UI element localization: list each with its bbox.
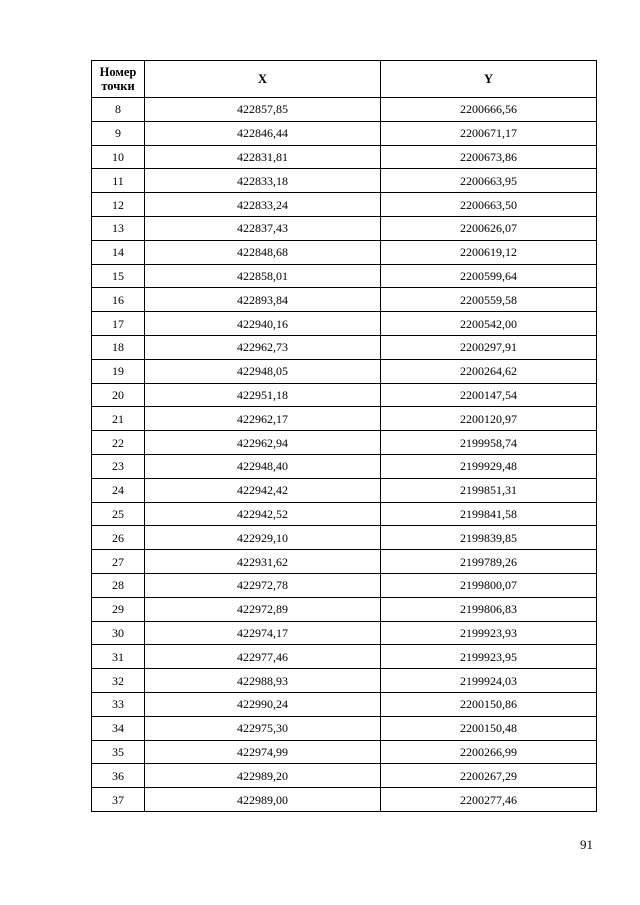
cell-y: 2200673,86 [381, 145, 597, 169]
table-row [92, 621, 597, 645]
table-row [92, 264, 597, 288]
table-row [92, 216, 597, 240]
cell-y: 2199929,48 [381, 454, 597, 478]
cell-x: 422942,52 [145, 502, 381, 526]
cell-x: 422974,17 [145, 621, 381, 645]
table-row [92, 288, 597, 312]
cell-x: 422975,30 [145, 716, 381, 740]
table-row [92, 478, 597, 502]
table-header [92, 61, 597, 98]
header-y: Y [381, 61, 597, 98]
cell-x: 422931,62 [145, 550, 381, 574]
table-row [92, 240, 597, 264]
cell-x: 422929,10 [145, 526, 381, 550]
cell-x: 422989,00 [145, 788, 381, 812]
table-row [92, 550, 597, 574]
cell-x: 422940,16 [145, 312, 381, 336]
table-row [92, 669, 597, 693]
table-row [92, 145, 597, 169]
table-row [92, 312, 597, 336]
table-row [92, 645, 597, 669]
cell-point-number: 14 [92, 240, 145, 264]
cell-point-number: 32 [92, 669, 145, 693]
cell-y: 2200150,48 [381, 716, 597, 740]
cell-y: 2199839,85 [381, 526, 597, 550]
cell-point-number: 34 [92, 716, 145, 740]
cell-point-number: 28 [92, 573, 145, 597]
cell-x: 422990,24 [145, 692, 381, 716]
cell-y: 2200559,58 [381, 288, 597, 312]
cell-x: 422857,85 [145, 98, 381, 122]
table-row [92, 121, 597, 145]
cell-y: 2200277,46 [381, 788, 597, 812]
table-row [92, 788, 597, 812]
table-row [92, 407, 597, 431]
cell-point-number: 9 [92, 121, 145, 145]
cell-y: 2200297,91 [381, 335, 597, 359]
cell-point-number: 22 [92, 431, 145, 455]
cell-x: 422974,99 [145, 740, 381, 764]
cell-x: 422848,68 [145, 240, 381, 264]
cell-x: 422988,93 [145, 669, 381, 693]
header-point-number: Номер точки [92, 61, 145, 98]
table-row [92, 169, 597, 193]
page-number: 91 [580, 837, 593, 852]
cell-point-number: 24 [92, 478, 145, 502]
cell-point-number: 25 [92, 502, 145, 526]
cell-y: 2200599,64 [381, 264, 597, 288]
table-row [92, 431, 597, 455]
cell-y: 2200663,95 [381, 169, 597, 193]
cell-point-number: 17 [92, 312, 145, 336]
cell-y: 2199789,26 [381, 550, 597, 574]
table-row [92, 597, 597, 621]
cell-point-number: 13 [92, 216, 145, 240]
cell-y: 2200266,99 [381, 740, 597, 764]
coordinates-table [91, 60, 597, 812]
cell-y: 2199924,03 [381, 669, 597, 693]
cell-point-number: 21 [92, 407, 145, 431]
cell-y: 2200267,29 [381, 764, 597, 788]
cell-x: 422858,01 [145, 264, 381, 288]
cell-x: 422962,94 [145, 431, 381, 455]
cell-y: 2200671,17 [381, 121, 597, 145]
cell-y: 2199841,58 [381, 502, 597, 526]
table-row [92, 740, 597, 764]
cell-point-number: 26 [92, 526, 145, 550]
cell-y: 2200147,54 [381, 383, 597, 407]
cell-x: 422989,20 [145, 764, 381, 788]
table-row [92, 359, 597, 383]
cell-x: 422962,17 [145, 407, 381, 431]
cell-x: 422837,43 [145, 216, 381, 240]
cell-x: 422972,78 [145, 573, 381, 597]
cell-point-number: 15 [92, 264, 145, 288]
cell-y: 2200619,12 [381, 240, 597, 264]
table-row [92, 764, 597, 788]
cell-y: 2200663,50 [381, 193, 597, 217]
cell-x: 422893,84 [145, 288, 381, 312]
cell-point-number: 19 [92, 359, 145, 383]
cell-point-number: 31 [92, 645, 145, 669]
table-row [92, 573, 597, 597]
cell-x: 422833,24 [145, 193, 381, 217]
cell-point-number: 10 [92, 145, 145, 169]
header-row [92, 61, 597, 98]
cell-point-number: 33 [92, 692, 145, 716]
cell-point-number: 20 [92, 383, 145, 407]
cell-y: 2200150,86 [381, 692, 597, 716]
table-row [92, 98, 597, 122]
cell-point-number: 18 [92, 335, 145, 359]
cell-point-number: 27 [92, 550, 145, 574]
cell-x: 422972,89 [145, 597, 381, 621]
table-row [92, 502, 597, 526]
cell-x: 422977,46 [145, 645, 381, 669]
cell-x: 422831,81 [145, 145, 381, 169]
cell-y: 2200626,07 [381, 216, 597, 240]
cell-y: 2200542,00 [381, 312, 597, 336]
table-row [92, 526, 597, 550]
header-x: X [145, 61, 381, 98]
cell-y: 2199851,31 [381, 478, 597, 502]
cell-point-number: 29 [92, 597, 145, 621]
cell-point-number: 35 [92, 740, 145, 764]
cell-y: 2200264,62 [381, 359, 597, 383]
cell-point-number: 8 [92, 98, 145, 122]
cell-point-number: 12 [92, 193, 145, 217]
table-row [92, 692, 597, 716]
table-row [92, 193, 597, 217]
cell-x: 422948,40 [145, 454, 381, 478]
cell-y: 2200120,97 [381, 407, 597, 431]
cell-y: 2199958,74 [381, 431, 597, 455]
cell-y: 2199806,83 [381, 597, 597, 621]
cell-point-number: 11 [92, 169, 145, 193]
table-row [92, 454, 597, 478]
cell-x: 422942,42 [145, 478, 381, 502]
cell-point-number: 16 [92, 288, 145, 312]
table-row [92, 716, 597, 740]
cell-x: 422948,05 [145, 359, 381, 383]
cell-x: 422833,18 [145, 169, 381, 193]
cell-y: 2199800,07 [381, 573, 597, 597]
table-body [92, 98, 597, 812]
cell-y: 2199923,93 [381, 621, 597, 645]
cell-x: 422846,44 [145, 121, 381, 145]
cell-x: 422962,73 [145, 335, 381, 359]
cell-y: 2199923,95 [381, 645, 597, 669]
cell-point-number: 37 [92, 788, 145, 812]
cell-x: 422951,18 [145, 383, 381, 407]
table-row [92, 383, 597, 407]
cell-point-number: 30 [92, 621, 145, 645]
cell-point-number: 23 [92, 454, 145, 478]
cell-y: 2200666,56 [381, 98, 597, 122]
table-row [92, 335, 597, 359]
cell-point-number: 36 [92, 764, 145, 788]
